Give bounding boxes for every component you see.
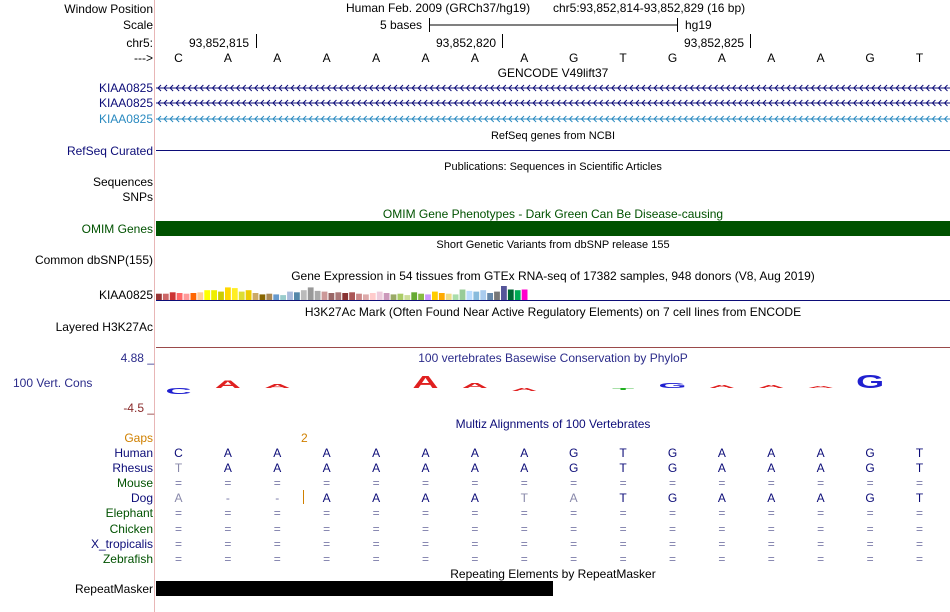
alignment-base: A [470,491,479,506]
alignment-base: = [372,521,380,536]
alignment-base: = [915,521,923,536]
alignment-base: = [619,476,627,491]
alignment-base: = [668,521,676,536]
gtex-tissue-bar [211,290,217,300]
alignment-base: A [372,446,381,460]
alignment-base: = [668,551,676,566]
species-label-x_tropicalis[interactable]: X_tropicalis [90,536,153,551]
gtex-tissue-bar [384,293,390,300]
dbsnp-track-title: Short Genetic Variants from dbSNP release 155 [436,239,670,251]
alignment-base: = [520,506,528,521]
alignment-base: = [421,551,429,566]
alignment-base: T [915,446,924,460]
coord-label-2: 93,852,820 [436,36,497,50]
omim-gene-bar[interactable] [156,221,950,236]
alignment-base: A [223,446,232,460]
gtex-tissue-bar [508,290,514,301]
alignment-base: = [915,536,923,551]
scale-bar-text: 5 bases [380,18,423,32]
repeatmasker-track-title: Repeating Elements by RepeatMasker [450,567,656,581]
species-label-human[interactable]: Human [114,446,153,460]
gencode-gene-label-1[interactable]: KIAA0825 [98,81,153,95]
gtex-tissue-bar [315,291,321,300]
omim-label[interactable]: OMIM Genes [81,222,153,236]
alignment-base: = [471,476,479,491]
gencode-gene-label-2[interactable]: KIAA0825 [98,96,153,110]
gtex-tissue-bar [356,294,362,300]
phylop-logo-chart[interactable] [156,366,950,406]
gtex-tissue-bar [273,294,279,300]
omim-track-title: OMIM Gene Phenotypes - Dark Green Can Be Disease-causing [382,207,724,221]
refseq-label[interactable]: RefSeq Curated [66,144,153,158]
alignment-base: = [718,521,726,536]
alignment-base: = [174,551,182,566]
gtex-tissue-bar [404,295,410,300]
gtex-tissue-bar [156,294,162,300]
coord-label-1: 93,852,815 [189,36,250,50]
alignment-base: = [323,536,331,551]
phylop-track-title: 100 vertebrates Basewise Conservation by PhyloP [418,351,688,365]
gencode-track-title: GENCODE V49lift37 [497,66,609,80]
alignment-base: A [322,461,331,476]
gtex-tissue-bar [308,287,314,300]
phylop-label[interactable]: 100 Vert. Cons [13,376,93,390]
species-label-elephant[interactable]: Elephant [105,506,153,521]
phylop-base-letter: C [165,386,192,396]
alignment-base: A [816,461,825,476]
alignment-base: = [372,536,380,551]
gencode-gene-label-3[interactable]: KIAA0825 [98,112,153,126]
alignment-base: = [570,536,578,551]
alignment-base: = [817,476,825,491]
alignment-base: A [421,491,430,506]
alignment-base: = [471,551,479,566]
label-column-divider [154,0,155,612]
ruler-base: T [619,51,627,65]
alignment-base: = [421,506,429,521]
gtex-tissue-bar [453,294,459,300]
alignment-base: = [915,506,923,521]
ruler-base: A [421,51,430,65]
alignment-base: = [471,521,479,536]
gtex-tissue-bar [287,292,293,300]
alignment-base: = [866,476,874,491]
alignment-base: A [470,461,479,476]
dbsnp-label[interactable]: Common dbSNP(155) [34,253,153,267]
phylop-max: 4.88 _ [120,351,154,365]
alignment-base: = [471,536,479,551]
alignment-base: = [866,551,874,566]
alignment-base: A [372,461,381,476]
alignment-base: A [767,491,776,506]
alignment-base: = [174,521,182,536]
ruler-base: A [816,51,825,65]
gap-count: 2 [301,431,308,445]
phylop-base-letter: A [264,383,291,390]
alignment-base: = [817,536,825,551]
scale-label[interactable]: Scale [122,18,153,32]
refseq-track-title: RefSeq genes from NCBI [490,130,616,142]
alignment-base: = [323,521,331,536]
gtex-tissue-bar [391,294,397,300]
phylop-base-letter: T [612,387,635,391]
ruler-base: G [569,51,579,65]
alignment-base: T [619,461,627,476]
gtex-tissue-bar [467,291,473,300]
alignment-base: = [767,536,775,551]
gtex-tissue-bar [301,290,307,300]
alignment-base: A [273,461,282,476]
gtex-tissue-bar [225,287,231,300]
alignment-base: = [471,506,479,521]
gtex-tissue-bar [197,292,203,300]
alignment-base: - [225,491,230,506]
gtex-tissue-bar [501,286,507,300]
alignment-base: = [668,536,676,551]
alignment-base: = [372,476,380,491]
alignment-base: = [323,506,331,521]
scale-bar [429,17,679,33]
alignment-base: = [866,506,874,521]
alignment-base: = [767,551,775,566]
alignment-base: = [915,551,923,566]
chrom-label[interactable]: chr5: [126,36,153,50]
phylop-base-letter: G [658,381,687,390]
gtex-tissue-bar [177,293,183,300]
gtex-tissue-bar [439,293,445,300]
alignment-base: = [668,476,676,491]
gtex-tissue-bar [260,294,266,300]
gencode-gene-2[interactable] [156,98,950,108]
alignment-base: A [470,446,479,460]
alignment-base: = [273,551,281,566]
phylop-base-letter: G [856,371,885,393]
gtex-tissue-bar [239,292,245,300]
gtex-tissue-bar [370,293,376,300]
alignment-base: G [569,446,579,460]
ruler-base: A [470,51,479,65]
alignment-base: - [275,491,280,506]
alignment-base: A [717,491,726,506]
ruler-base: G [865,51,875,65]
alignment-base: A [223,461,232,476]
alignment-base: T [619,446,627,460]
gtex-expression-chart[interactable] [156,284,950,302]
gtex-tissue-bar [266,294,272,300]
alignment-base: A [520,461,529,476]
gtex-tissue-bar [446,294,452,300]
gtex-tissue-bar [398,294,404,300]
alignment-base: = [915,476,923,491]
alignment-base: = [372,506,380,521]
alignment-base: = [619,536,627,551]
alignment-base: A [322,446,331,460]
gaps-label[interactable]: Gaps [124,431,153,445]
sequences-label[interactable]: Sequences [92,175,153,189]
alignment-base: G [667,461,678,476]
alignment-base: = [619,506,627,521]
publications-track-title: Publications: Sequences in Scientific Articles [444,161,662,173]
alignment-base: G [667,491,678,506]
strand-label[interactable]: ---> [134,51,153,65]
gencode-gene-3[interactable] [156,114,950,124]
alignment-base: G [865,461,875,476]
ruler-base: C [174,51,183,65]
coord-tick-1 [256,34,257,48]
alignment-base: = [372,551,380,566]
alignment-base: T [174,461,183,476]
gtex-tissue-bar [349,292,355,300]
ruler-base: A [322,51,331,65]
alignment-base: = [421,476,429,491]
alignment-base: = [224,476,232,491]
alignment-base: T [619,491,627,506]
alignment-base: = [174,476,182,491]
alignment-base: = [718,476,726,491]
gtex-tissue-bar [522,290,528,301]
alignment-base: = [174,536,182,551]
gtex-track-title: Gene Expression in 54 tissues from GTEx RNA-seq of 17382 samples, 948 donors (V8, Aug 2019) [291,269,815,283]
gtex-tissue-bar [184,294,190,300]
gtex-tissue-bar [170,292,176,300]
gtex-tissue-bar [411,292,417,300]
coord-tick-3 [750,34,751,48]
phylop-base-letter: A [511,387,538,393]
alignment-base: = [323,551,331,566]
alignment-base: A [421,461,430,476]
alignment-base: = [767,506,775,521]
phylop-base-letter: A [807,385,834,389]
alignment-base: = [817,551,825,566]
gtex-tissue-bar [515,290,521,300]
alignment-base: = [273,521,281,536]
gtex-tissue-bar [163,294,169,300]
h3k27ac-baseline [156,347,950,348]
alignment-base: = [570,506,578,521]
alignment-base: = [866,536,874,551]
alignment-base: T [520,491,528,506]
alignment-base: = [570,476,578,491]
phylop-base-letter: A [758,384,785,390]
repeatmasker-label[interactable]: RepeatMasker [74,582,153,596]
gtex-tissue-bar [363,294,369,300]
alignment-base: = [520,536,528,551]
gtex-tissue-bar [329,293,335,300]
ruler-base: A [372,51,381,65]
alignment-base: = [668,506,676,521]
alignment-base: = [520,476,528,491]
gtex-tissue-bar [432,292,438,300]
phylop-base-letter: A [708,384,735,390]
alignment-base: G [865,446,875,460]
alignment-base: = [520,521,528,536]
alignment-base: A [174,491,183,506]
alignment-base: = [323,476,331,491]
gtex-tissue-bar [253,293,259,300]
alignment-base: G [865,491,875,506]
alignment-base: = [817,521,825,536]
insertion-marker [303,490,304,504]
alignment-base: C [174,446,183,460]
alignment-base: A [717,461,726,476]
coord-tick-2 [502,34,503,48]
alignment-base: = [866,521,874,536]
alignment-base: = [767,476,775,491]
phylop-base-letter: A [214,377,241,391]
ruler-base: A [223,51,232,65]
alignment-base: = [520,551,528,566]
ruler-base: A [767,51,776,65]
alignment-base: = [718,551,726,566]
gtex-tissue-bar [418,294,424,300]
alignment-base: = [273,476,281,491]
phylop-base-letter: A [461,381,488,390]
repeatmasker-element[interactable] [156,581,553,596]
alignment-base: = [224,521,232,536]
gtex-tissue-bar [204,290,210,300]
gtex-tissue-bar [294,292,300,300]
alignment-base: A [520,446,529,460]
h3k27ac-label[interactable]: Layered H3K27Ac [55,320,153,334]
gtex-tissue-bar [460,290,466,301]
gencode-gene-1[interactable] [156,83,950,93]
gtex-tissue-bar [480,290,486,300]
gtex-tissue-bar [335,292,341,300]
alignment-base: A [372,491,381,506]
gtex-tissue-bar [280,295,286,300]
assembly-text: Human Feb. 2009 (GRCh37/hg19) [346,1,531,15]
alignment-base: A [767,461,776,476]
alignment-base: G [667,446,678,460]
gtex-tissue-bar [377,292,383,300]
alignment-base: = [224,506,232,521]
ruler-base: T [915,51,924,65]
phylop-min: -4.5 _ [123,401,154,415]
species-label-zebrafish[interactable]: Zebrafish [102,551,153,566]
alignment-base: = [817,506,825,521]
alignment-base: = [570,551,578,566]
alignment-base: = [718,506,726,521]
species-label-rhesus[interactable]: Rhesus [112,461,153,476]
alignment-base: T [915,461,924,476]
phylop-base-letter: A [412,372,439,392]
alignment-base: = [224,551,232,566]
gtex-tissue-bar [473,292,479,300]
coord-label-3: 93,852,825 [684,36,745,50]
alignment-base: A [767,446,776,460]
species-label-chicken[interactable]: Chicken [109,521,153,536]
alignment-base: A [816,491,825,506]
alignment-base: = [273,536,281,551]
alignment-base: A [273,446,282,460]
ruler-base: A [520,51,529,65]
gtex-gene-label[interactable]: KIAA0825 [98,288,153,302]
alignment-base: A [569,491,578,506]
alignment-base: = [767,521,775,536]
alignment-base: A [322,491,331,506]
ruler-base: A [273,51,282,65]
gtex-tissue-bar [191,293,197,300]
gtex-tissue-bar [494,292,500,300]
gtex-tissue-bar [246,290,252,300]
alignment-base: = [273,506,281,521]
alignment-base: A [421,446,430,460]
h3k27ac-track-title: H3K27Ac Mark (Often Found Near Active Regulatory Elements) on 7 cell lines from ENCODE [304,305,802,319]
snps-label[interactable]: SNPs [122,190,153,204]
alignment-base: A [717,446,726,460]
gtex-tissue-bar [425,294,431,300]
gtex-tissue-bar [342,293,348,300]
position-text: chr5:93,852,814-93,852,829 (16 bp) [553,1,746,15]
window-position-label[interactable]: Window Position [64,2,153,16]
ruler-base: G [667,51,678,65]
multiz-track-title: Multiz Alignments of 100 Vertebrates [455,417,651,431]
alignment-base: = [619,551,627,566]
alignment-base: = [421,521,429,536]
ruler-base: A [717,51,726,65]
alignment-base: = [619,521,627,536]
alignment-base: = [421,536,429,551]
alignment-base: = [174,506,182,521]
alignment-base: T [915,491,924,506]
species-label-dog[interactable]: Dog [130,491,153,506]
gtex-tissue-bar [322,292,328,300]
species-label-mouse[interactable]: Mouse [116,476,153,491]
gtex-tissue-bar [487,293,493,300]
gtex-tissue-bar [218,292,224,300]
db-text: hg19 [685,18,712,32]
alignment-base: A [816,446,825,460]
gtex-tissue-bar [232,288,238,300]
alignment-base: G [569,461,579,476]
refseq-gene-line[interactable] [156,150,950,151]
alignment-base: = [718,536,726,551]
alignment-base: = [570,521,578,536]
alignment-base: = [224,536,232,551]
